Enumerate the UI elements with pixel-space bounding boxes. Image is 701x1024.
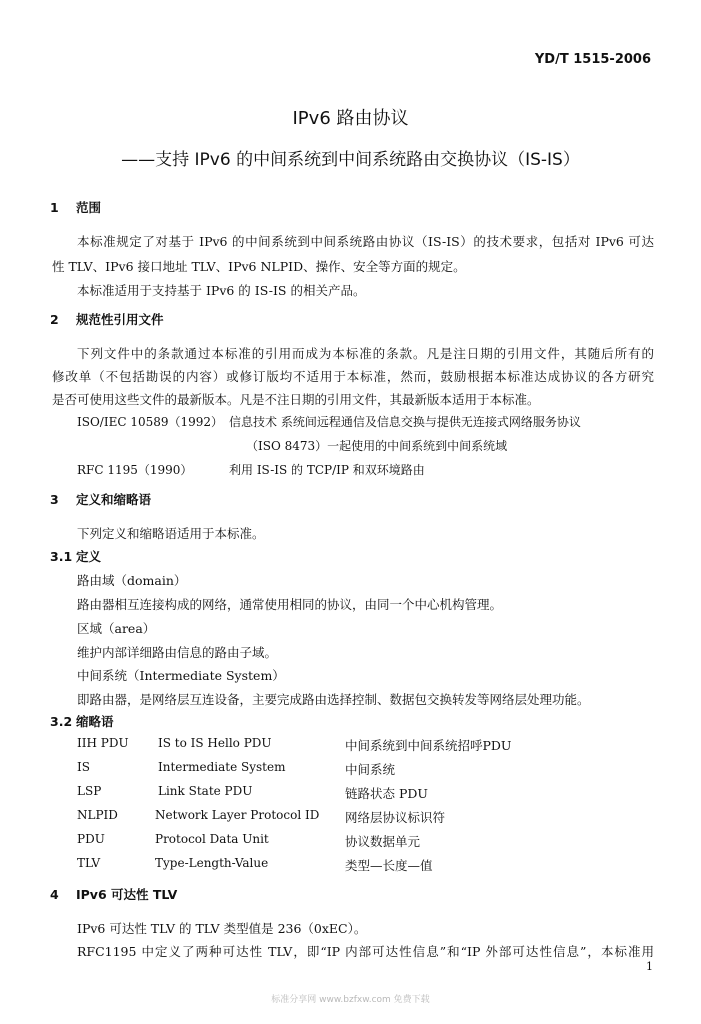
reference-code: ISO/IEC 10589（1992） bbox=[77, 415, 224, 429]
paragraph: 本标准适用于支持基于 IPv6 的 IS-IS 的相关产品。 bbox=[77, 283, 366, 298]
term-definition: 即路由器，是网络层互连设备，主要完成路由选择控制、数据包交换转发等网络层处理功能。 bbox=[77, 692, 590, 707]
paragraph-line: 性 TLV、IPv6 接口地址 TLV、IPv6 NLPID、操作、安全等方面的规定。 bbox=[52, 259, 466, 274]
abbreviation-chinese: 网络层协议标识符 bbox=[345, 810, 446, 825]
abbreviation-chinese: 中间系统 bbox=[345, 762, 396, 777]
paragraph-line: 修改单（不包括勘误的内容）或修订版均不适用于本标准，然而，鼓励根据本标准达成协议的各方研究 bbox=[52, 369, 654, 384]
abbreviation-english: Protocol Data Unit bbox=[155, 832, 269, 846]
term: 路由域（domain） bbox=[77, 573, 187, 588]
reference-code: RFC 1195（1990） bbox=[77, 463, 193, 477]
term: 区域（area） bbox=[77, 621, 156, 636]
abbreviation-english: Network Layer Protocol ID bbox=[155, 808, 320, 822]
abbreviation-chinese: 协议数据单元 bbox=[345, 834, 421, 849]
subsection-3-2-heading bbox=[50, 712, 114, 730]
abbreviation-english: IS to IS Hello PDU bbox=[158, 736, 272, 750]
term-definition: 维护内部详细路由信息的路由子域。 bbox=[77, 645, 278, 660]
term-definition: 路由器相互连接构成的网络，通常使用相同的协议，由同一个中心机构管理。 bbox=[77, 597, 503, 612]
section-2-heading bbox=[50, 310, 164, 328]
page-number: 1 bbox=[646, 960, 653, 973]
paragraph-line: RFC1195 中定义了两种可达性 TLV，即“IP 内部可达性信息”和“IP 外部可达性信息”，本标准用 bbox=[77, 944, 654, 959]
reference-title: 信息技术 系统间远程通信及信息交换与提供无连接式网络服务协议 bbox=[229, 415, 581, 429]
paragraph-line: 是否可使用这些文件的最新版本。凡是不注日期的引用文件，其最新版本适用于本标准。 bbox=[52, 392, 540, 407]
abbreviation-chinese: 类型—长度—值 bbox=[345, 858, 433, 873]
abbreviation: PDU bbox=[77, 832, 105, 846]
reference-title-cont: （ISO 8473）一起使用的中间系统到中间系统域 bbox=[246, 439, 508, 453]
abbreviation-english: Intermediate System bbox=[158, 760, 286, 774]
section-1-heading bbox=[50, 198, 101, 216]
paragraph-line: 本标准规定了对基于 IPv6 的中间系统到中间系统路由协议（IS-IS）的技术要求，包括对 IPv6 可达 bbox=[77, 234, 654, 249]
section-title: 定义和缩略语 bbox=[76, 492, 152, 507]
abbreviation: LSP bbox=[77, 784, 102, 798]
section-title: IPv6 可达性 TLV bbox=[76, 887, 178, 902]
abbreviation-english: Type-Length-Value bbox=[155, 856, 269, 870]
term: 中间系统（Intermediate System） bbox=[77, 668, 285, 683]
abbreviation: NLPID bbox=[77, 808, 118, 822]
section-number: 4 bbox=[50, 887, 59, 902]
paragraph-line: 下列文件中的条款通过本标准的引用而成为本标准的条款。凡是注日期的引用文件，其随后所有的 bbox=[77, 346, 654, 361]
section-3-heading bbox=[50, 490, 151, 508]
abbreviation: TLV bbox=[77, 856, 101, 870]
subsection-title: 定义 bbox=[76, 549, 102, 564]
subsection-number: 3.2 bbox=[50, 714, 73, 729]
section-number: 1 bbox=[50, 200, 59, 215]
section-number: 3 bbox=[50, 492, 59, 507]
subsection-3-1-heading bbox=[50, 547, 101, 565]
abbreviation-chinese: 链路状态 PDU bbox=[345, 786, 428, 801]
section-title: 范围 bbox=[76, 200, 102, 215]
standard-code: YD/T 1515-2006 bbox=[534, 52, 651, 67]
section-4-heading bbox=[50, 885, 177, 903]
paragraph: 下列定义和缩略语适用于本标准。 bbox=[77, 526, 265, 541]
document-title: IPv6 路由协议 bbox=[292, 108, 409, 129]
abbreviation-chinese: 中间系统到中间系统招呼PDU bbox=[345, 738, 512, 753]
section-number: 2 bbox=[50, 312, 59, 327]
document-subtitle: ——支持 IPv6 的中间系统到中间系统路由交换协议（IS-IS） bbox=[121, 150, 580, 170]
paragraph: IPv6 可达性 TLV 的 TLV 类型值是 236（0xEC）。 bbox=[77, 921, 367, 936]
abbreviation: IS bbox=[77, 760, 90, 774]
abbreviation-english: Link State PDU bbox=[158, 784, 253, 798]
abbreviation: IIH PDU bbox=[77, 736, 129, 750]
reference-title: 利用 IS-IS 的 TCP/IP 和双环境路由 bbox=[229, 463, 425, 477]
subsection-number: 3.1 bbox=[50, 549, 73, 564]
subsection-title: 缩略语 bbox=[76, 714, 114, 729]
section-title: 规范性引用文件 bbox=[76, 312, 164, 327]
watermark: 标准分享网 www.bzfxw.com 免费下载 bbox=[271, 995, 430, 1005]
